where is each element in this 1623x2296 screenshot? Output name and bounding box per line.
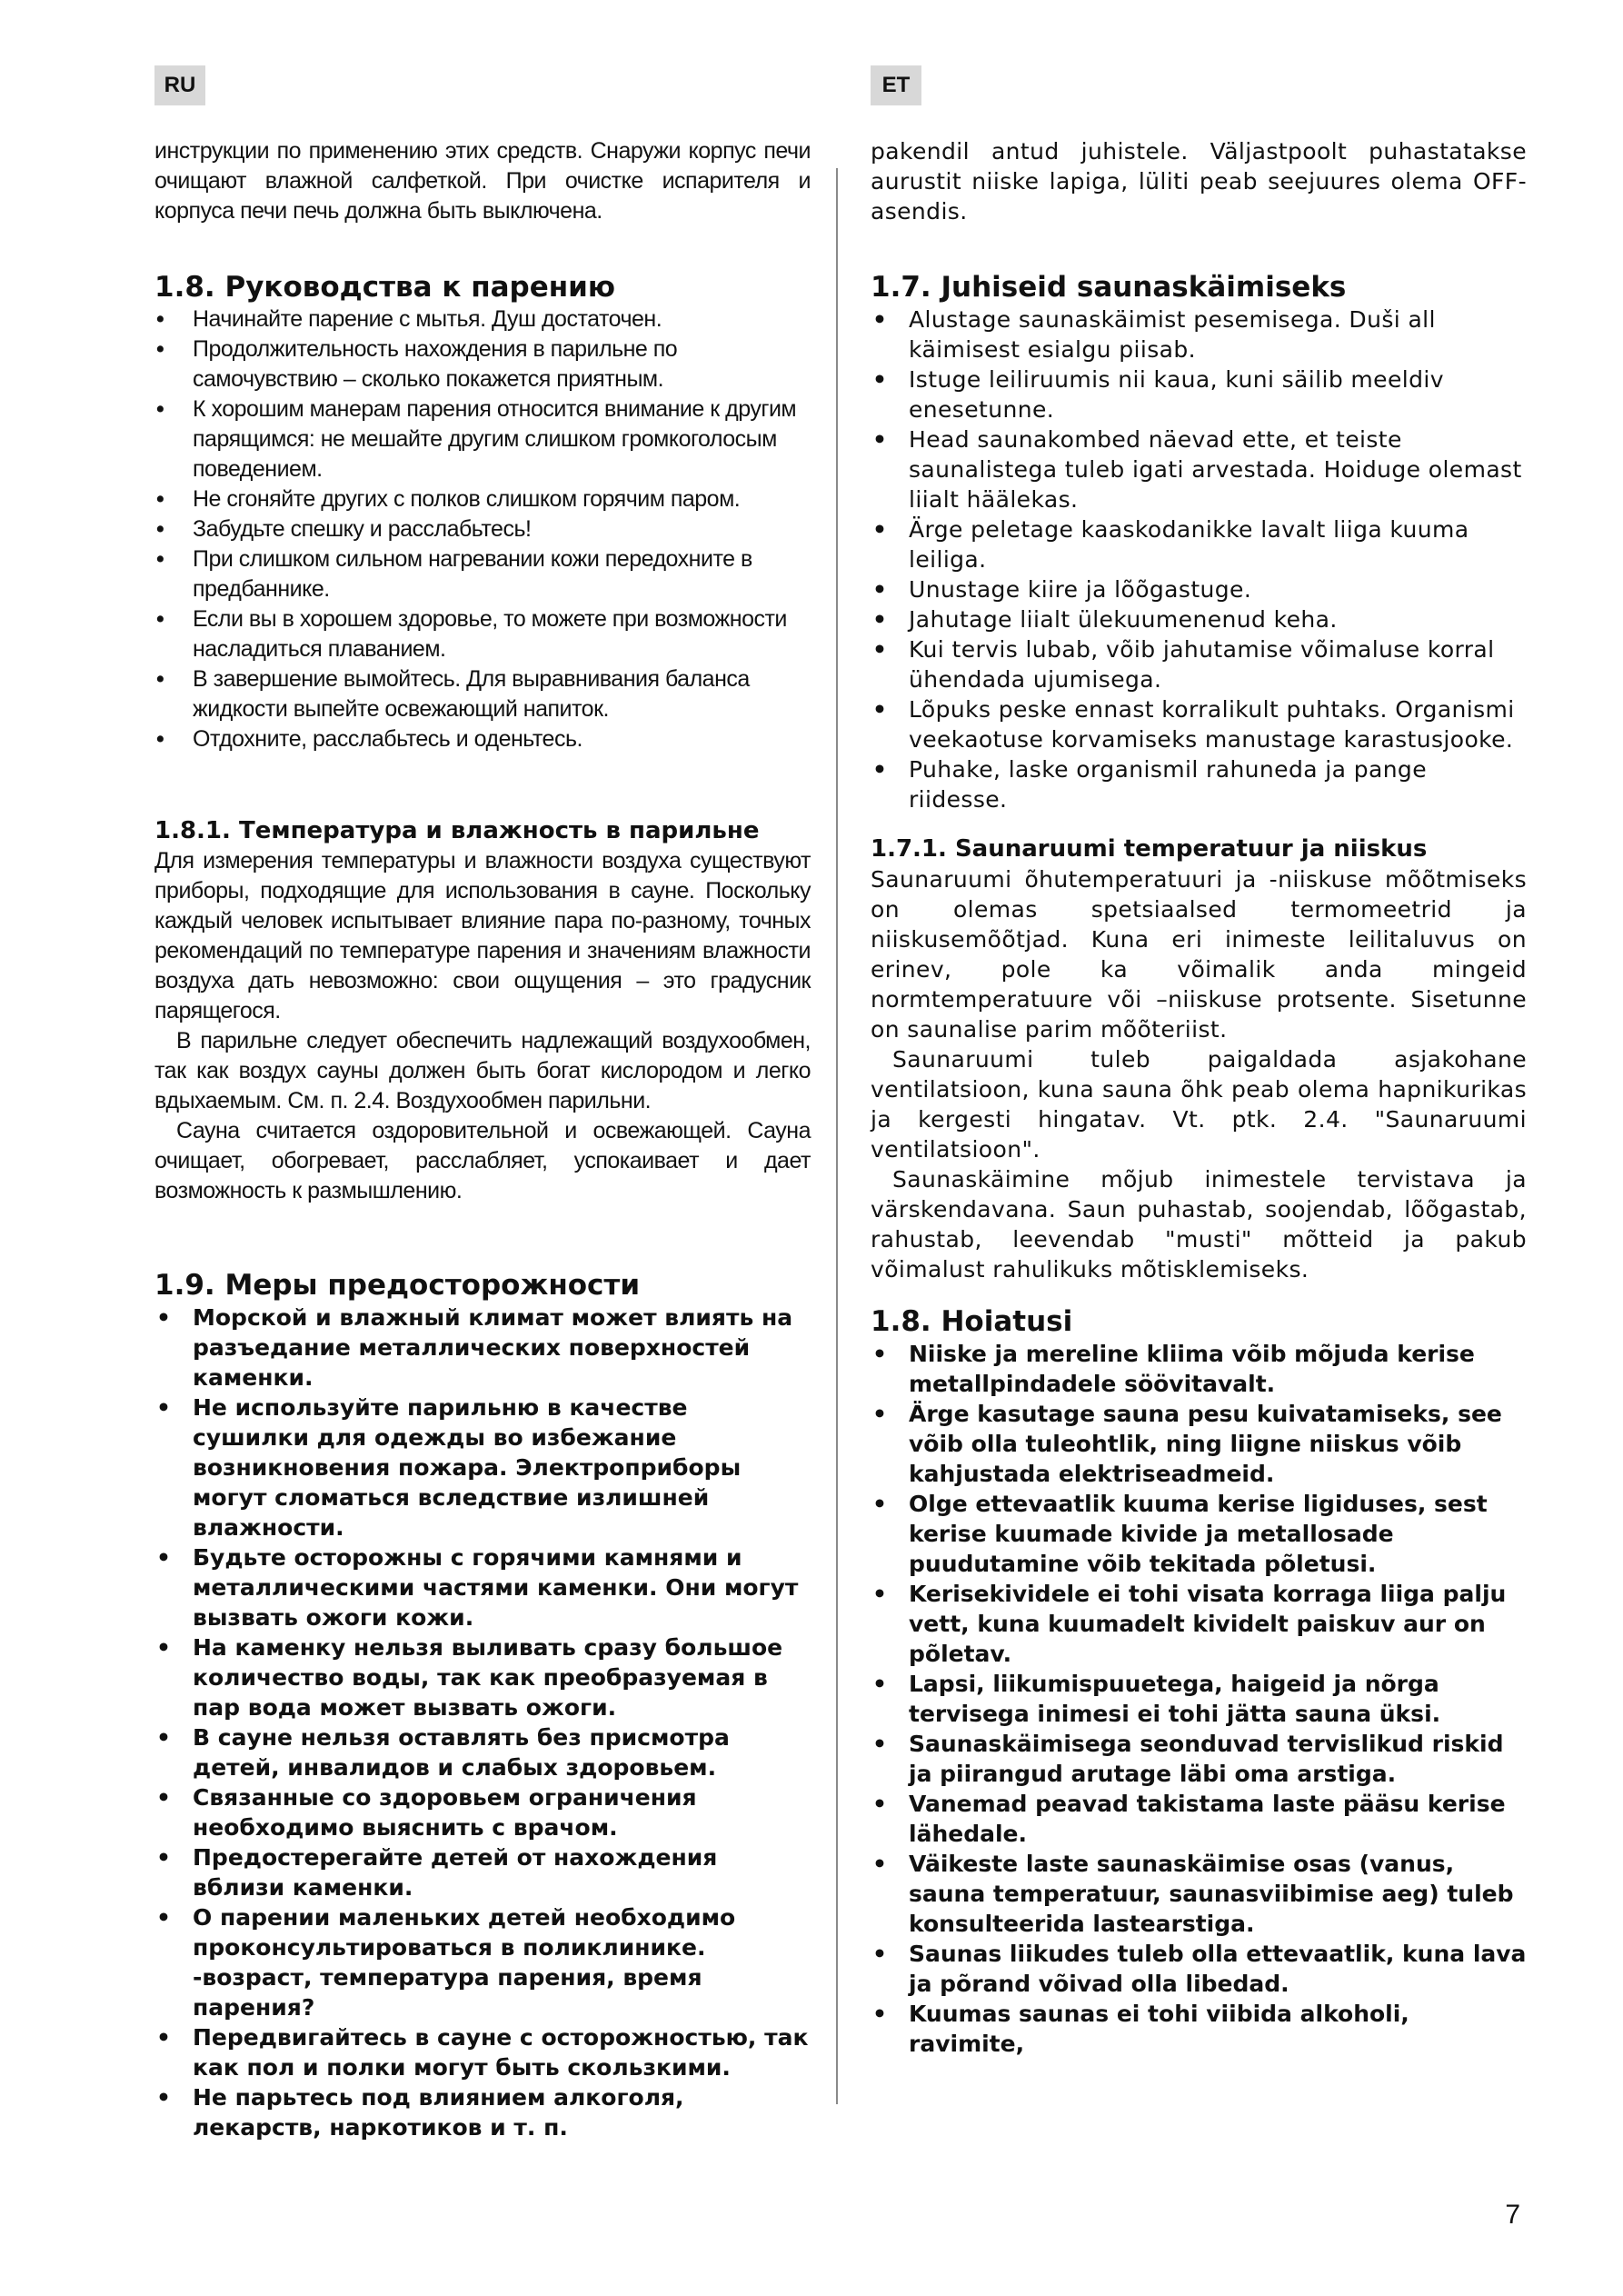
ru-warning-item: • Связанные со здоровьем ограничения необходимо выяснить с врачом. <box>154 1782 811 1842</box>
et-guideline-item: • Kui tervis lubab, võib jahutamise võimaluse korral ühendada ujumisega. <box>871 634 1527 694</box>
et-guideline-item: • Istuge leiliruumis nii kaua, kuni säilib meeldiv enesetunne. <box>871 364 1527 424</box>
ru-guideline-item: • При слишком сильном нагревании кожи передохните в предбаннике. <box>154 544 811 604</box>
et-section-1-7-title: 1.7. Juhiseid saunaskäimiseks <box>871 271 1347 304</box>
et-warning-item: • Saunaskäimisega seonduvad tervislikud riskid ja piirangud arutage läbi oma arstiga. <box>871 1729 1527 1789</box>
ru-sauna-guidelines-list <box>154 304 811 754</box>
et-intro-paragraph: pakendil antud juhistele. Väljastpoolt puhastatakse aurustit niiske lapiga, lüliti peab seejuures olema OFF-asendis. <box>871 138 1527 225</box>
ru-section-1-9-title: 1.9. Меры предосторожности <box>154 1269 641 1302</box>
ru-guideline-item: • Отдохните, расслабьтесь и оденьтесь. <box>154 724 811 754</box>
ru-warning-item: • Предостерегайте детей от нахождения вблизи каменки. <box>154 1842 811 1902</box>
ru-guideline-item: • В завершение вымойтесь. Для выравнивания баланса жидкости выпейте освежающий напиток. <box>154 664 811 724</box>
et-warning-item: • Väikeste laste saunaskäimise osas (vanus, sauna temperatuur, saunasviibimise aeg) tuleb konsulteerida lastearstiga. <box>871 1849 1527 1939</box>
ru-warning-item: • Не парьтесь под влиянием алкоголя, лекарств, наркотиков и т. п. <box>154 2082 811 2142</box>
et-temperature-paragraph-1: Saunaruumi õhutemperatuuri ja -niiskuse mõõtmiseks on olemas spetsiaalsed termomeetrid ja niiskusemõõtjad. Kuna eri inimeste leilitaluvus on erinev, pole ka võimalik anda mingeid normtemperatuure või –niiskuse protsente. Sisetunne on saunalise parim mõõteriist. <box>871 866 1527 1043</box>
ru-section-1-8-title: 1.8. Руководства к парению <box>154 271 616 304</box>
ru-intro-paragraph: инструкции по применению этих средств. Снаружи корпус печи очищают влажной салфеткой. При очистке испарителя и корпуса печи печь должна быть выключена. <box>154 138 811 224</box>
et-sauna-guidelines-list <box>871 304 1527 814</box>
russian-column <box>154 136 811 2142</box>
et-temperature-paragraph-2: Saunaruumi tuleb paigaldada asjakohane ventilatsioon, kuna sauna õhk peab olema hapnikurikas ja kergesti hingatav. Vt. ptk. 2.4. "Saunaruumi ventilatsioon". <box>871 1046 1527 1163</box>
et-temperature-paragraph-3: Saunaskäimine mõjub inimestele tervistava ja värskendavana. Saun puhastab, soojendab, lõõgastab, rahustab, leevendab "musti" mõtteid ja pakub võimalust rahulikuks mõtisklemiseks. <box>871 1166 1527 1283</box>
language-tag-ru: RU <box>154 65 205 105</box>
et-guideline-item: • Head saunakombed näevad ette, et teiste saunalistega tuleb igati arvestada. Hoiduge olemast liialt häälekas. <box>871 424 1527 514</box>
et-guideline-item: • Puhake, laske organismil rahuneda ja pange riidesse. <box>871 754 1527 814</box>
et-warning-item: • Vanemad peavad takistama laste pääsu kerise lähedale. <box>871 1789 1527 1849</box>
et-section-1-8-title: 1.8. Hoiatusi <box>871 1305 1073 1338</box>
ru-guideline-item: • Начинайте парение с мытья. Душ достаточен. <box>154 304 811 334</box>
et-section-1-7-1-title: 1.7.1. Saunaruumi temperatuur ja niiskus <box>871 835 1428 863</box>
ru-guideline-item: • Если вы в хорошем здоровье, то можете при возможности насладиться плаванием. <box>154 604 811 664</box>
et-guideline-item: • Jahutage liialt ülekuumenenud keha. <box>871 604 1527 634</box>
et-warning-item: • Kuumas saunas ei tohi viibida alkoholi, ravimite, <box>871 1999 1527 2059</box>
ru-guideline-item: • К хорошим манерам парения относится внимание к другим парящимся: не мешайте другим слишком громкоголосым поведением. <box>154 394 811 484</box>
ru-temperature-paragraph-2: В парильне следует обеспечить надлежащий воздухообмен, так как воздух сауны должен быть богат кислородом и легко вдыхаемым. См. п. 2.4. Воздухообмен парильни. <box>154 1028 811 1113</box>
et-warning-item: • Niiske ja mereline kliima võib mõjuda kerise metallpindadele söövitavalt. <box>871 1339 1527 1399</box>
et-warning-item: • Kerisekividele ei tohi visata korraga liiga palju vett, kuna kuumadelt kividelt paiskuv aur on põletav. <box>871 1579 1527 1669</box>
ru-warning-item: • Морской и влажный климат может влиять на разъедание металлических поверхностей каменки. <box>154 1303 811 1393</box>
et-warning-item: • Olge ettevaatlik kuuma kerise ligiduses, sest kerise kuumade kivide ja metallosade puudutamine võib tekitada põletusi. <box>871 1489 1527 1579</box>
page-number: 7 <box>1505 2200 1520 2230</box>
et-guideline-item: • Alustage saunaskäimist pesemisega. Duši all käimisest esialgu piisab. <box>871 304 1527 364</box>
et-guideline-item: • Ärge peletage kaaskodanikke lavalt liiga kuuma leiliga. <box>871 514 1527 574</box>
ru-temperature-paragraph-3: Сауна считается оздоровительной и освежающей. Сауна очищает, обогревает, расслабляет, успокаивает и дает возможность к размышлению. <box>154 1118 811 1203</box>
ru-temperature-paragraph-1: Для измерения температуры и влажности воздуха существуют приборы, подходящие для использования в сауне. Поскольку каждый человек испытывает влияние пара по-разному, точных рекомендаций по температуре парения и значениям влажности воздуха дать невозможно: свои ощущения – это градусник парящегося. <box>154 848 811 1023</box>
ru-warning-item: • Будьте осторожны с горячими камнями и металлическими частями каменки. Они могут вызвать ожоги кожи. <box>154 1542 811 1632</box>
ru-warning-item: • На каменку нельзя выливать сразу большое количество воды, так как преобразуемая в пар вода может вызвать ожоги. <box>154 1632 811 1722</box>
estonian-column <box>871 136 1527 2059</box>
et-guideline-item: • Unustage kiire ja lõõgastuge. <box>871 574 1527 604</box>
ru-warnings-list <box>154 1303 811 2142</box>
column-divider <box>836 168 838 2104</box>
ru-warning-item: • О парении маленьких детей необходимо проконсультироваться в поликлинике. -возраст, температура парения, время парения? <box>154 1902 811 2022</box>
et-warnings-list <box>871 1339 1527 2059</box>
ru-section-1-8-1-title: 1.8.1. Температура и влажность в парильне <box>154 817 760 844</box>
ru-guideline-item: • Забудьте спешку и расслабьтесь! <box>154 514 811 544</box>
et-warning-item: • Saunas liikudes tuleb olla ettevaatlik, kuna lava ja põrand võivad olla libedad. <box>871 1939 1527 1999</box>
language-tag-et: ET <box>871 65 921 105</box>
et-warning-item: • Ärge kasutage sauna pesu kuivatamiseks, see võib olla tuleohtlik, ning liigne niiskus võib kahjustada elektriseadmeid. <box>871 1399 1527 1489</box>
et-warning-item: • Lapsi, liikumispuuetega, haigeid ja nõrga tervisega inimesi ei tohi jätta sauna üksi. <box>871 1669 1527 1729</box>
ru-warning-item: • Передвигайтесь в сауне с осторожностью, так как пол и полки могут быть скользкими. <box>154 2022 811 2082</box>
ru-warning-item: • Не используйте парильню в качестве сушилки для одежды во избежание возникновения пожара. Электроприборы могут сломаться вследствие излишней влажности. <box>154 1393 811 1542</box>
et-guideline-item: • Lõpuks peske ennast korralikult puhtaks. Organismi veekaotuse korvamiseks manustage karastusjooke. <box>871 694 1527 754</box>
ru-guideline-item: • Не сгоняйте других с полков слишком горячим паром. <box>154 484 811 514</box>
ru-warning-item: • В сауне нельзя оставлять без присмотра детей, инвалидов и слабых здоровьем. <box>154 1722 811 1782</box>
ru-guideline-item: • Продолжительность нахождения в парильне по самочувствию – сколько покажется приятным. <box>154 334 811 394</box>
